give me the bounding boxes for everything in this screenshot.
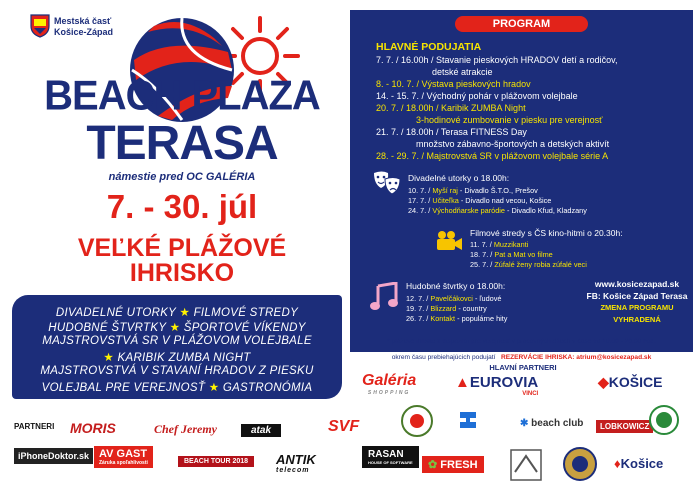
partner-logo: ▲EUROVIA VINCI xyxy=(455,374,539,397)
activities-line: HUDOBNÉ ŠTVRTKY ★ ŠPORTOVÉ VÍKENDY xyxy=(48,322,306,334)
program-change-note: ZMENA PROGRAMU VYHRADENÁ xyxy=(600,303,674,324)
event-dates: 7. - 30. júl xyxy=(106,188,258,225)
theatre-heading: Divadelné utorky o 18.00h: xyxy=(408,173,510,183)
partner-logo: atak xyxy=(241,424,281,437)
activities-line: VOLEJBAL PRE VEREJNOSŤ ★ GASTRONÓMIA xyxy=(41,382,313,394)
partner-logo: Chef Jeremy xyxy=(154,422,217,436)
activities-box xyxy=(12,295,342,399)
theatre-masks-icon xyxy=(372,170,402,198)
partner-logo: MORIS xyxy=(70,420,116,436)
headline-line1: VEĽKÉ PLÁŽOVÉ xyxy=(77,234,287,262)
music-row: 12. 7. / Pavelčákovci - ľudové xyxy=(406,294,502,303)
main-event: 28. - 29. 7. / Majstrovstvá SR v plážovom volejbale série A xyxy=(376,151,609,161)
film-row: 11. 7. / Muzzikanti xyxy=(470,240,529,249)
boarding-school-logo-icon xyxy=(505,444,547,484)
partner-logo: ANTIK telecom xyxy=(276,452,316,474)
partner-logo: ✱ beach club xyxy=(520,418,584,429)
main-partners-label: HLAVNÍ PARTNERI xyxy=(489,363,557,372)
partner-logo: iPhoneDoktor.sk xyxy=(14,448,93,464)
municipality-name: Mestská časť Košice-Západ xyxy=(54,16,114,37)
club-emblem-icon xyxy=(400,404,434,438)
music-heading: Hudobné štvrtky o 18.00h: xyxy=(406,281,506,291)
theatre-row: 24. 7. / Východňarske paródie - Divadlo Kfud, Kladzany xyxy=(408,206,587,215)
partner-logo: ◆KOŠICE xyxy=(598,374,663,390)
music-notes-icon xyxy=(368,282,400,312)
partner-logo: Galéria SHOPPING xyxy=(362,372,417,396)
activities-line: MAJSTROVSTVÁ SR V PLÁŽOVOM VOLEJBALE xyxy=(42,335,312,347)
partner-logo: AV GAST Záruka spoľahlivosti xyxy=(94,446,153,468)
film-camera-icon xyxy=(434,230,464,252)
activities-line: ★ KARIBIK ZUMBA NIGHT xyxy=(103,352,251,364)
activities-line: MAJSTROVSTVÁ V STAVANÍ HRADOV Z PIESKU xyxy=(40,365,314,377)
main-event: detské atrakcie xyxy=(432,67,493,77)
activities-line: DIVADELNÉ UTORKY ★ FILMOVÉ STREDY xyxy=(55,307,299,319)
theatre-row: 10. 7. / Myší raj - Divadlo Š.T.O., Prešov xyxy=(408,186,538,195)
event-title-line1: BEACH PLAZA xyxy=(44,72,320,120)
city-emblem-icon xyxy=(562,446,598,482)
main-event: 21. 7. / 18.00h / Terasa FITNESS Day xyxy=(376,127,527,137)
event-title-line2: TERASA xyxy=(86,117,278,170)
program-heading: PROGRAM xyxy=(350,14,693,32)
film-row: 18. 7. / Pat a Mat vo filme xyxy=(470,250,553,259)
event-location: námestie pred OC GALÉRIA xyxy=(108,171,256,183)
school-logo-icon xyxy=(456,408,480,432)
music-row: 26. 7. / Kontakt - populárne hity xyxy=(406,314,508,323)
beach-availability-note: * plážové ihrisko k dispozícii pre verejnosť v pracovných dňoch v čase od 10.00 - 20.00 hod. xyxy=(387,338,656,345)
partner-logo: ♦Košice xyxy=(614,456,664,471)
headline-line2: IHRISKO xyxy=(129,259,235,287)
facebook-link[interactable]: FB: Košice Západ Terasa xyxy=(586,291,688,301)
main-event: 3-hodinové zumbovanie v piesku pre verejnosť xyxy=(416,115,603,125)
hotel-seal-icon xyxy=(648,404,680,436)
main-events-heading: HLAVNÉ PODUJATIA xyxy=(376,41,482,53)
reservation-note: okrem času prebiehajúcich podujatí REZERVÁCIE IHRISKA: atrium@kosicezapad.sk xyxy=(391,354,652,361)
partner-logo: BEACH TOUR 2018 xyxy=(178,456,254,467)
program-panel xyxy=(350,10,693,352)
reservation-email[interactable]: REZERVÁCIE IHRISKA: atrium@kosicezapad.sk xyxy=(500,354,652,361)
film-row: 25. 7. / Zúfalé ženy robia zúfalé veci xyxy=(470,260,587,269)
municipality-crest xyxy=(30,14,50,38)
main-event: množstvo zábavno-športových a detských aktivít xyxy=(416,139,610,149)
contact-info xyxy=(582,278,692,326)
main-event: 14. - 15. 7. / Východný pohár v plážovom volejbale xyxy=(376,91,578,101)
partner-logo: RASAN HOUSE OF SOFTWARE xyxy=(362,446,419,468)
partner-logo: ✿ FRESH xyxy=(422,456,484,473)
theatre-row: 17. 7. / Učiteľka - Divadlo nad vecou, Košice xyxy=(408,196,552,205)
main-event: 7. 7. / 16.00h / Stavanie pieskových HRADOV detí a rodičov, xyxy=(376,55,618,65)
website-link[interactable]: www.kosicezapad.sk xyxy=(594,279,680,289)
film-heading: Filmové stredy s ČS kino-hitmi o 20.30h: xyxy=(470,228,623,238)
partner-logo: LOBKOWICZ xyxy=(596,420,653,433)
music-row: 19. 7. / Blizzard - country xyxy=(406,304,487,313)
main-event: 20. 7. / 18.00h / Karibik ZUMBA Night xyxy=(376,103,526,113)
partner-logo: SVF xyxy=(328,418,360,435)
partners-label: PARTNERI xyxy=(14,422,55,431)
main-event: 8. - 10. 7. / Výstava pieskových hradov xyxy=(376,79,531,89)
